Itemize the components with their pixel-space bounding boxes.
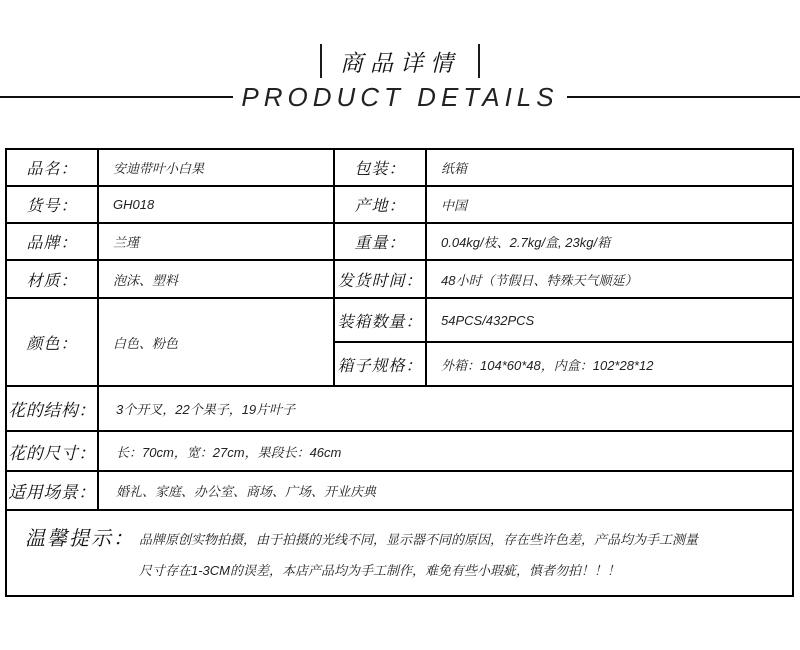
value-box-size: 外箱：104*60*48，内盒：102*28*12 [427,343,792,385]
notice-label: 温馨提示： [25,528,135,550]
title-right-bar [478,44,480,78]
divider-line-right [567,96,800,98]
notice-row [7,511,792,595]
value-product-name: 安迪带叶小白果 [99,150,333,185]
value-flower-structure: 3个开叉，22个果子，19片叶子 [99,387,792,430]
value-material: 泡沫、塑料 [99,261,333,297]
page-title-english: PRODUCT DETAILS [241,81,559,112]
value-packaging: 纸箱 [427,150,792,185]
value-usage-scenes: 婚礼、家庭、办公室、商场、广场、开业庆典 [99,472,792,509]
value-weight: 0.04kg/枝、2.7kg/盒, 23kg/箱 [427,224,792,259]
label-origin: 产地： [335,187,425,222]
page-header [0,44,800,112]
label-color: 颜色： [7,299,97,385]
notice-line-1: 品牌原创实物拍摄，由于拍摄的光线不同，显示器不同的原因，存在些许色差，产品均为手工测量 [139,532,699,547]
value-flower-dimensions: 长：70cm，宽：27cm，果段长：46cm [99,432,792,470]
product-spec-table [5,148,794,597]
value-color: 白色、粉色 [99,299,333,385]
label-weight: 重量： [335,224,425,259]
value-shipping-time: 48小时（节假日、特殊天气顺延） [427,261,792,297]
label-product-name: 品名： [7,150,97,185]
label-usage-scenes: 适用场景： [7,472,97,509]
title-left-bar [320,44,322,78]
divider-line-left [0,96,233,98]
value-origin: 中国 [427,187,792,222]
label-flower-dimensions: 花的尺寸： [7,432,97,470]
notice-text [139,524,698,586]
page-title-chinese: 商品详情 [340,49,460,76]
label-material: 材质： [7,261,97,297]
label-item-number: 货号： [7,187,97,222]
english-title-row [0,82,800,112]
label-packaging: 包装： [335,150,425,185]
label-flower-structure: 花的结构： [7,387,97,430]
label-box-size: 箱子规格： [335,343,425,385]
value-brand: 兰瑾 [99,224,333,259]
label-shipping-time: 发货时间： [335,261,425,297]
value-packing-quantity: 54PCS/432PCS [427,299,792,341]
chinese-title-row [0,44,800,78]
label-brand: 品牌： [7,224,97,259]
notice-line-2: 尺寸存在1-3CM的误差，本店产品均为手工制作，难免有些小瑕疵，慎者勿拍！！！ [139,563,621,578]
value-item-number: GH018 [99,187,333,222]
label-packing-quantity: 装箱数量： [335,299,425,341]
